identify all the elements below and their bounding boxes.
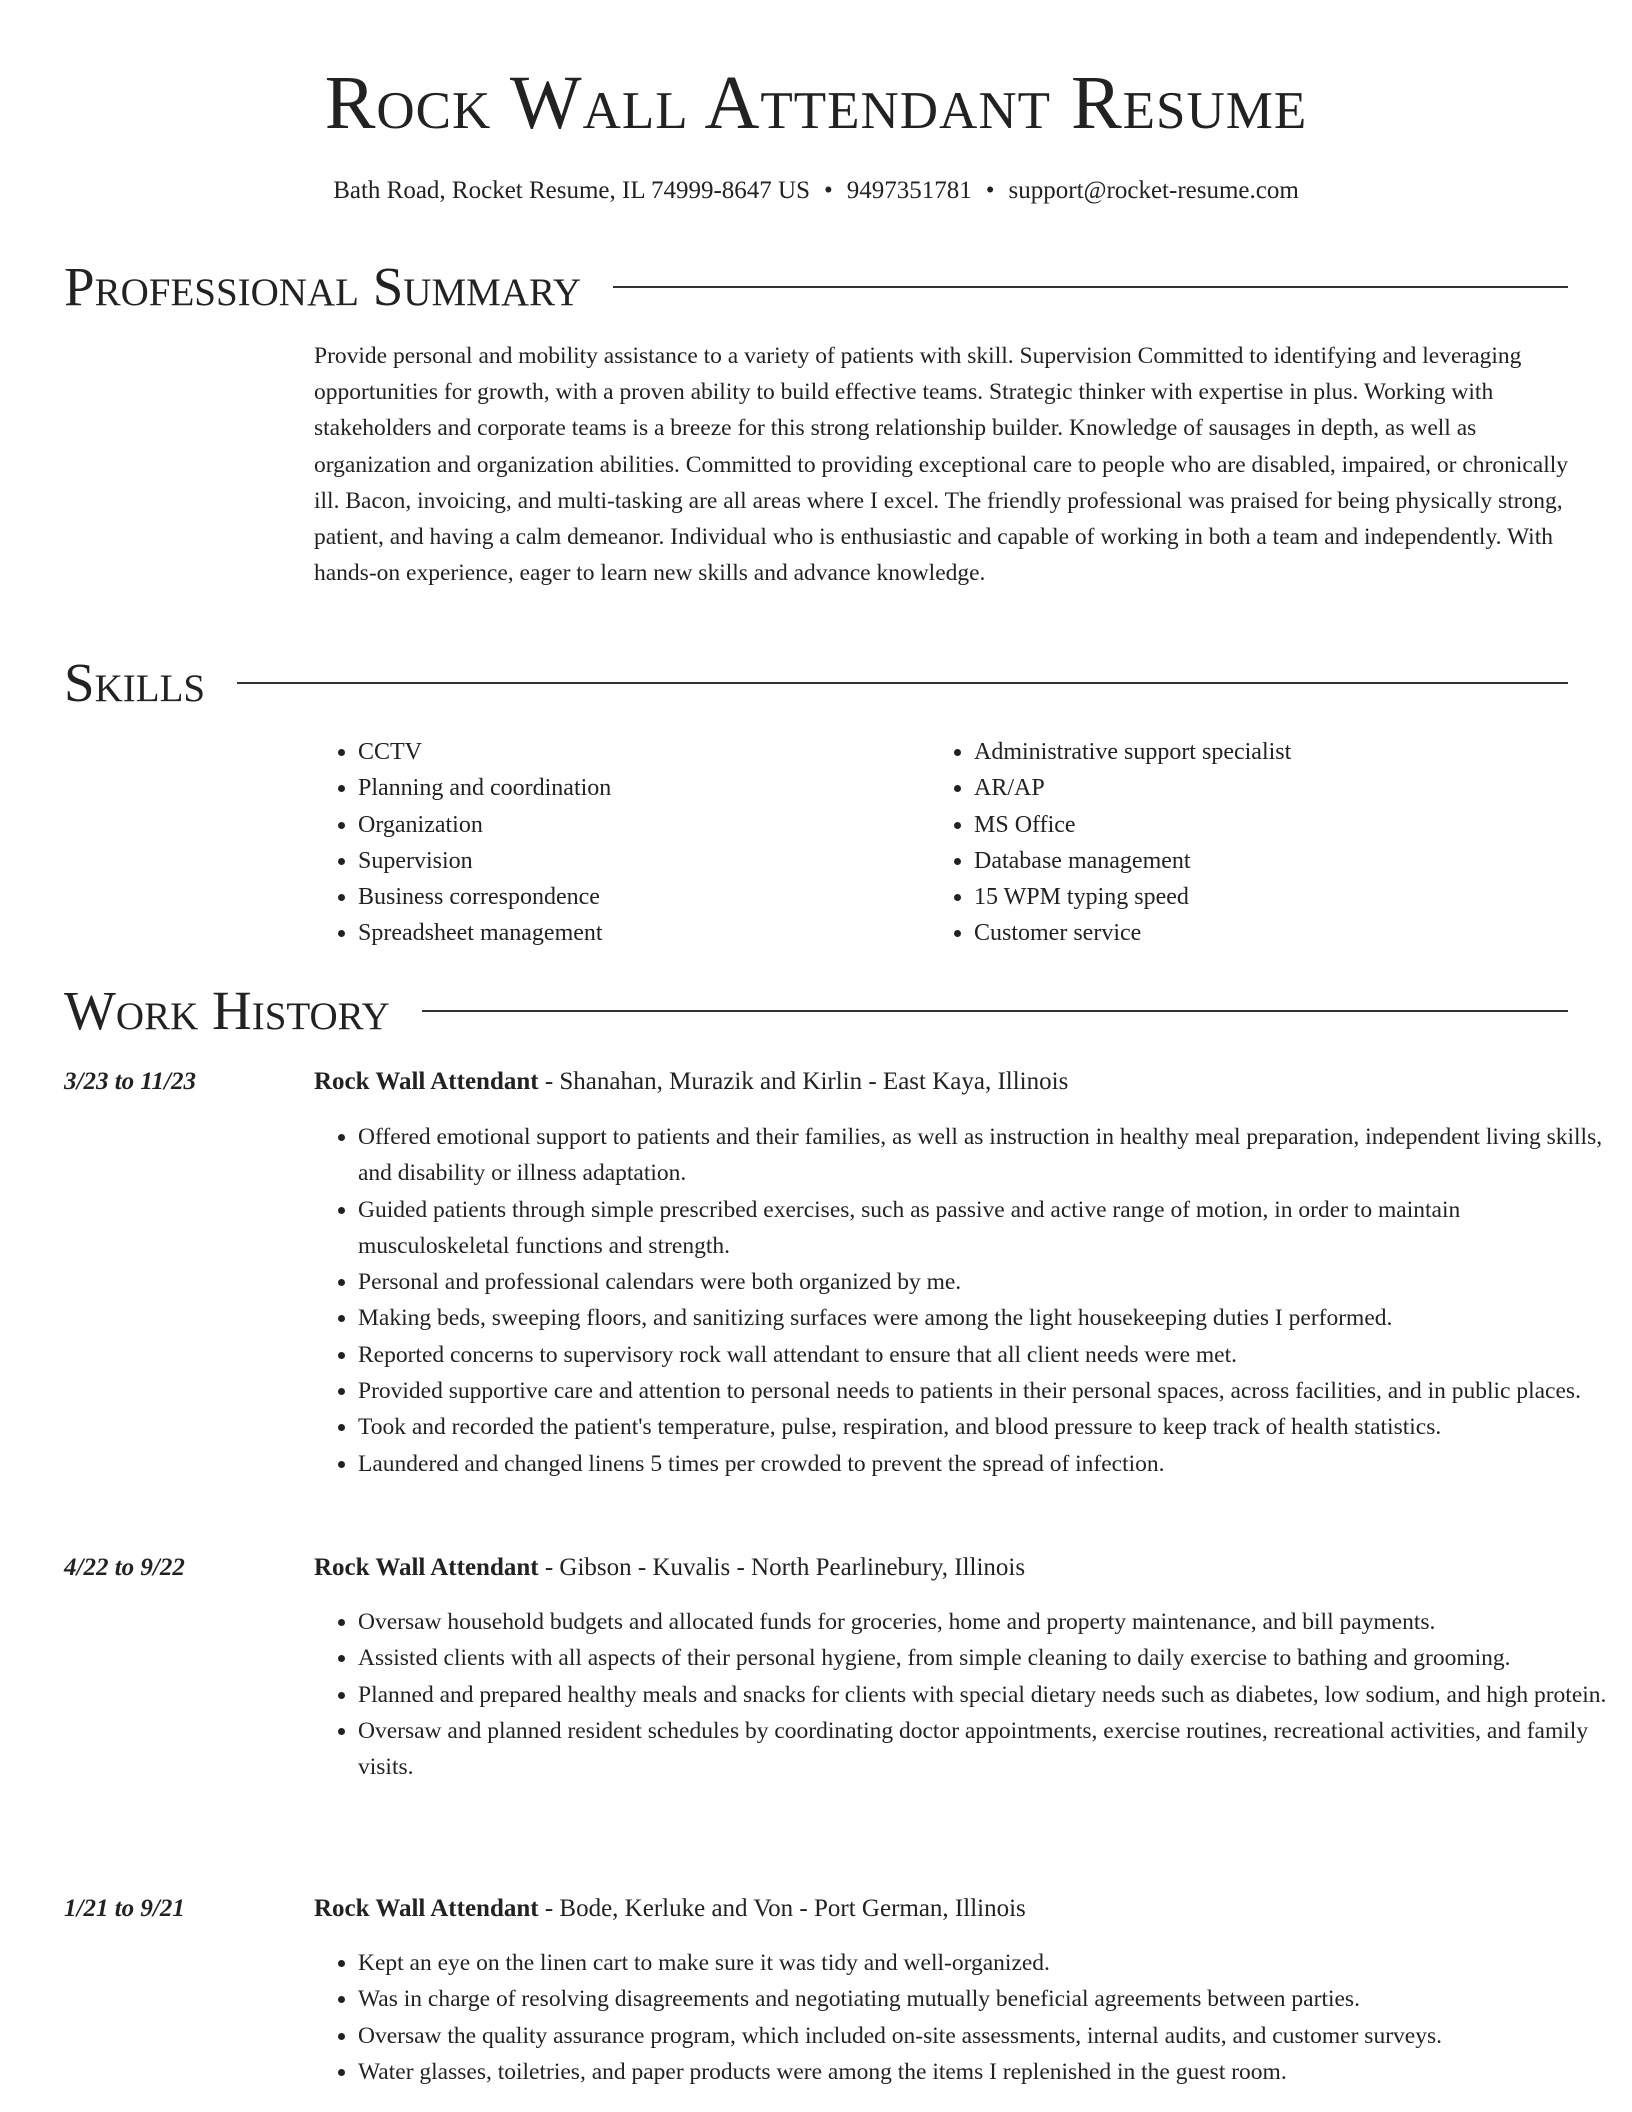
contact-address: Bath Road, Rocket Resume, IL 74999-8647 US	[333, 177, 810, 204]
job-employer: - Bode, Kerluke and Von - Port German, Illinois	[544, 1895, 1026, 1922]
work-heading: Work History	[64, 980, 390, 1041]
job-title-line	[314, 1064, 1570, 1100]
job-bullet: • Offered emotional support to patients and their families, as well as instruction in healthy meal preparation, independent living skills, and disability or illness adaptation.	[358, 1119, 1614, 1192]
skill-item: • Supervision	[358, 843, 611, 879]
job-title-line	[314, 1891, 1570, 1927]
skill-item: • MS Office	[974, 807, 1291, 843]
summary-section-header	[64, 252, 1568, 322]
resume-title: Rock Wall Attendant Resume	[324, 61, 1308, 145]
job-bullets	[314, 1119, 1614, 1482]
skills-list-left	[314, 734, 611, 952]
job-bullet: • Took and recorded the patient's temperature, pulse, respiration, and blood pressure to keep track of health statistics.	[358, 1409, 1614, 1445]
job-bullet: • Making beds, sweeping floors, and sanitizing surfaces were among the light housekeeping duties I performed.	[358, 1300, 1614, 1336]
job-bullet: • Water glasses, toiletries, and paper products were among the items I replenished in the guest room.	[358, 2054, 1614, 2090]
job-employer: - Gibson - Kuvalis - North Pearlinebury, Illinois	[544, 1554, 1026, 1581]
skills-heading: Skills	[64, 652, 206, 713]
skill-item: • Spreadsheet management	[358, 915, 611, 951]
skill-item: • Business correspondence	[358, 879, 611, 915]
contact-separator: •	[985, 177, 995, 204]
job-bullet: • Kept an eye on the linen cart to make sure it was tidy and well-organized.	[358, 1945, 1614, 1981]
job-bullet: • Oversaw the quality assurance program, which included on-site assessments, internal audits, and customer surveys.	[358, 2018, 1614, 2054]
job-dates: 1/21 to 9/21	[64, 1895, 185, 1922]
skill-item: • Database management	[974, 843, 1291, 879]
contact-phone[interactable]: 9497351781	[846, 177, 972, 204]
job-role: Rock Wall Attendant	[314, 1895, 539, 1922]
contact-line	[0, 174, 1632, 208]
contact-email[interactable]: support@rocket-resume.com	[1008, 177, 1299, 204]
skill-item: • Organization	[358, 807, 611, 843]
skill-item: • AR/AP	[974, 770, 1291, 806]
job-bullet: • Personal and professional calendars were both organized by me.	[358, 1264, 1614, 1300]
skills-list-right	[930, 734, 1291, 952]
job-bullets	[314, 1945, 1614, 2090]
job-bullet: • Reported concerns to supervisory rock wall attendant to ensure that all client needs were met.	[358, 1337, 1614, 1373]
job-bullets	[314, 1604, 1614, 1785]
job-bullet: • Oversaw and planned resident schedules by coordinating doctor appointments, exercise routines, recreational activities, and family visits.	[358, 1713, 1614, 1786]
job-bullet: • Planned and prepared healthy meals and snacks for clients with special dietary needs such as diabetes, low sodium, and high protein.	[358, 1677, 1614, 1713]
job-dates: 3/23 to 11/23	[64, 1068, 196, 1095]
job-bullet: • Guided patients through simple prescribed exercises, such as passive and active range of motion, in order to maintain musculoskeletal functions and strength.	[358, 1192, 1614, 1265]
section-divider	[613, 286, 1568, 288]
skill-item: • Customer service	[974, 915, 1291, 951]
summary-text: Provide personal and mobility assistance to a variety of patients with skill. Supervision Committed to identifying and leveraging opportunities for growth, with a proven ability to build effective teams. Strategic thinker with expertise in plus. Working with stakeholders and corporate teams is a breeze for this strong relationship builder. Knowledge of sausages in depth, as well as organization and organization abilities. Committed to providing exceptional care to people who are disabled, impaired, or chronically ill. Bacon, invoicing, and multi-tasking are all areas where I excel. The friendly professional was praised for being physically strong, patient, and having a calm demeanor. Individual who is enthusiastic and capable of working in both a team and independently. With hands-on experience, eager to learn new skills and advance knowledge.	[314, 343, 1569, 587]
skill-item: • 15 WPM typing speed	[974, 879, 1291, 915]
job-bullet: • Oversaw household budgets and allocated funds for groceries, home and property maintenance, and bill payments.	[358, 1604, 1614, 1640]
summary-heading: Professional Summary	[64, 256, 582, 317]
contact-separator: •	[823, 177, 833, 204]
job-employer: - Shanahan, Murazik and Kirlin - East Kaya, Illinois	[544, 1068, 1069, 1095]
job-role: Rock Wall Attendant	[314, 1068, 539, 1095]
job-bullet: • Was in charge of resolving disagreements and negotiating mutually beneficial agreements between parties.	[358, 1981, 1614, 2017]
section-divider	[237, 682, 1568, 684]
job-bullet: • Assisted clients with all aspects of their personal hygiene, from simple cleaning to daily exercise to bathing and grooming.	[358, 1640, 1614, 1676]
work-section-header	[64, 976, 1568, 1046]
section-divider	[422, 1010, 1568, 1012]
job-title-line	[314, 1550, 1570, 1586]
skill-item: • Planning and coordination	[358, 770, 611, 806]
job-bullet: • Laundered and changed linens 5 times per crowded to prevent the spread of infection.	[358, 1446, 1614, 1482]
skill-item: • Administrative support specialist	[974, 734, 1291, 770]
job-dates: 4/22 to 9/22	[64, 1554, 185, 1581]
job-bullet: • Provided supportive care and attention to personal needs to patients in their personal spaces, across facilities, and in public places.	[358, 1373, 1614, 1409]
skills-section-header	[64, 648, 1568, 718]
job-role: Rock Wall Attendant	[314, 1554, 539, 1581]
skill-item: • CCTV	[358, 734, 611, 770]
